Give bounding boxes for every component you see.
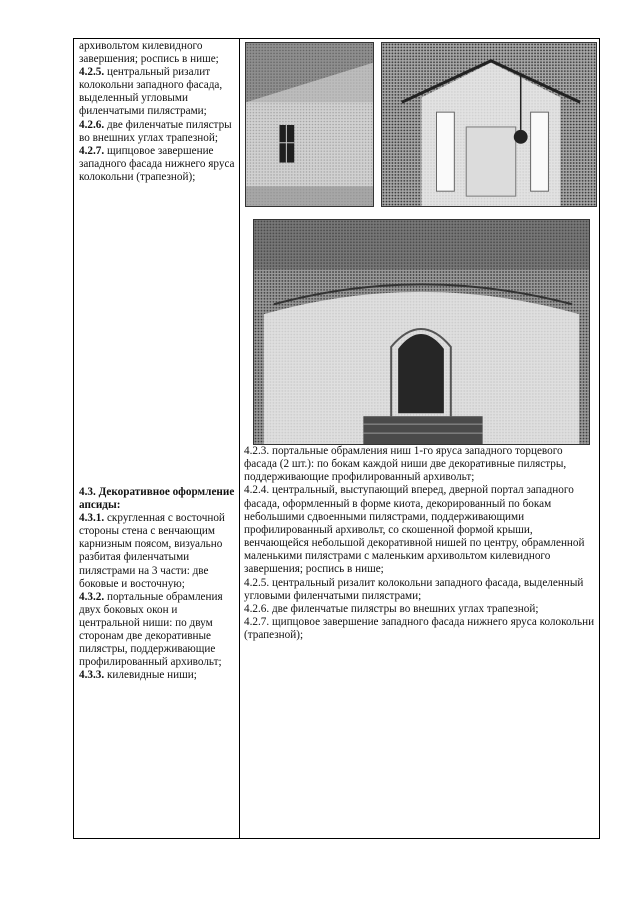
right-item-4-2-4: 4.2.4. центральный, выступающий вперед, дверной портал западного фасада, оформленный в форме киота, декорированный по бокам небольшими сдвоенными пилястрами, поддерживающими профилированный архивольт, со скошенной формой крыши, венчающейся небольшой декоративной нишей по центру, обрамленной маленькими пилястрами с маленьким архивольтом килевидного завершения; роспись в нише; [244, 484, 585, 576]
photo-portal-door [253, 219, 590, 445]
left-item-4-2-5: 4.2.5. центральный ризалит колокольни западного фасада, выделенный угловыми филенчатыми пилястрами; [79, 66, 223, 118]
left-item-4-3-3: 4.3.3. килевидные ниши; [79, 669, 197, 682]
left-item-4-3-2: 4.3.2. портальные обрамления двух боковых окон и центральной ниши: по двум сторонам две декоративные пилястры, поддерживающие профилированный архивольт; [79, 590, 223, 669]
left-item-4-2-7: 4.2.7. щипцовое завершение западного фасада нижнего яруса колокольни (трапезной); [79, 144, 235, 183]
photo-facade-top [381, 42, 597, 207]
column-divider [239, 38, 240, 839]
left-item-4-2-6: 4.2.6. две филенчатые пилястры во внешних углах трапезной; [79, 118, 232, 144]
section-heading-4-3: 4.3. Декоративное оформление апсиды: [79, 486, 235, 512]
left-text-continuation: архивольтом килевидного завершения; роспись в нише; [79, 40, 219, 66]
right-item-4-2-5: 4.2.5. центральный ризалит колокольни западного фасада, выделенный угловыми филенчатыми пилястрами; [244, 576, 584, 602]
right-column-text [244, 445, 596, 642]
left-item-4-3-1: 4.3.1. скругленная с восточной стороны стена с венчающим карнизным поясом, визуально разбитая филенчатыми пилястрами на 3 части: две боковые и восточную; [79, 512, 225, 590]
photo-wall-window [245, 42, 374, 207]
right-item-4-2-3: 4.2.3. портальные обрамления ниш 1-го яруса западного торцевого фасада (2 шт.): по бокам каждой ниши две декоративные пилястры, поддерживающие профилированный архивольт; [244, 445, 567, 484]
right-item-4-2-6: 4.2.6. две филенчатые пилястры во внешних углах трапезной; [244, 602, 539, 615]
left-column-top [79, 40, 237, 184]
right-item-4-2-7: 4.2.7. щипцовое завершение западного фасада нижнего яруса колокольни (трапезной); [244, 616, 595, 642]
left-column-bottom [79, 486, 237, 682]
